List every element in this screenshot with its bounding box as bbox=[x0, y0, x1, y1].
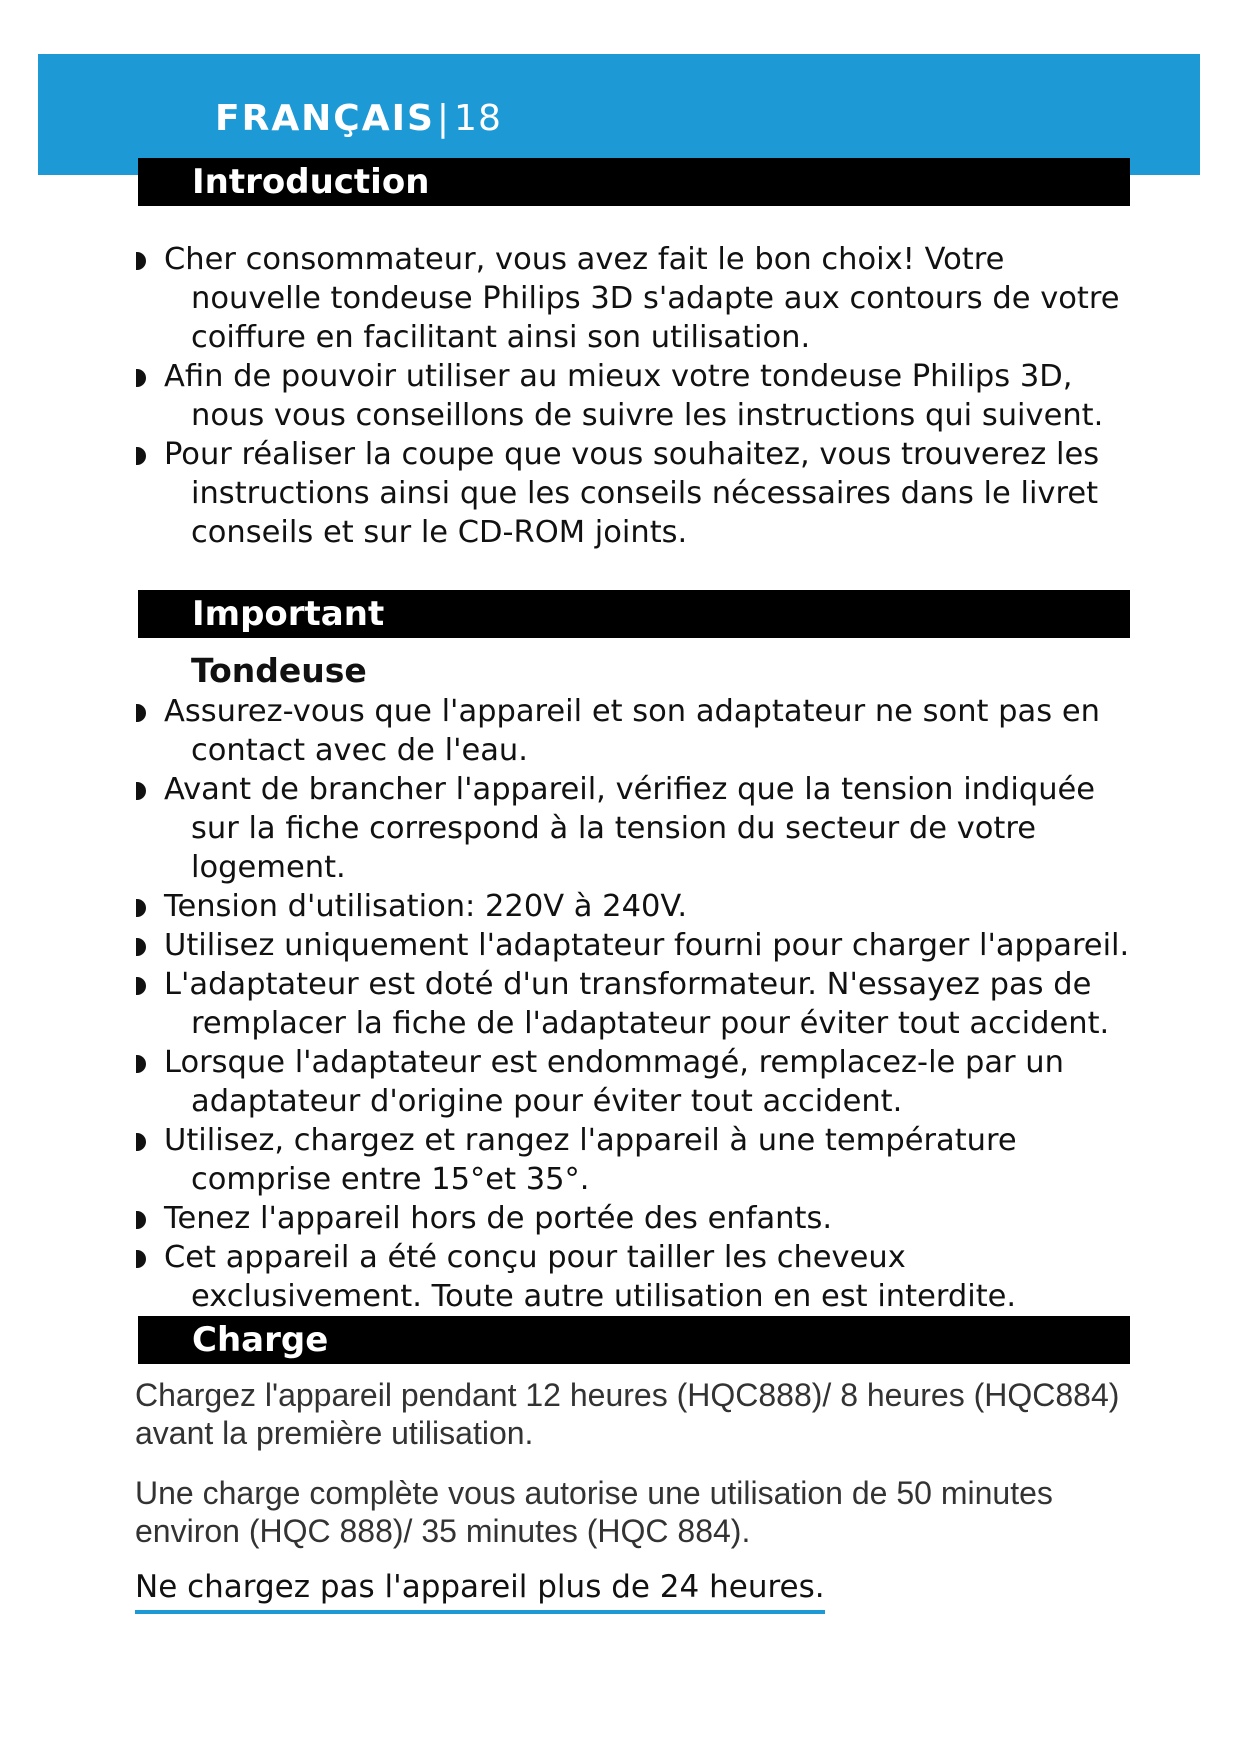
list-item: Assurez-vous que l'appareil et son adaptateur ne sont pas en contact avec de l'eau. bbox=[132, 692, 1142, 770]
header-band bbox=[38, 54, 1200, 175]
charge-warning: Ne chargez pas l'appareil plus de 24 heures. bbox=[135, 1568, 825, 1614]
section-title-introduction: Introduction bbox=[138, 158, 1130, 206]
bullet-icon bbox=[136, 447, 146, 465]
bullet-icon bbox=[136, 899, 146, 917]
list-item: Tenez l'appareil hors de portée des enfants. bbox=[132, 1199, 1142, 1238]
subheading-tondeuse: Tondeuse bbox=[191, 651, 367, 690]
bullet-icon bbox=[136, 782, 146, 800]
bullet-icon bbox=[136, 938, 146, 956]
section-title-important: Important bbox=[138, 590, 1130, 638]
language-label: FRANÇAIS bbox=[215, 98, 435, 139]
list-item: L'adaptateur est doté d'un transformateur. N'essayez pas de remplacer la fiche de l'adaptateur pour éviter tout accident. bbox=[132, 965, 1142, 1043]
list-item: Pour réaliser la coupe que vous souhaitez, vous trouverez les instructions ainsi que les conseils nécessaires dans le livret conseils et sur le CD-ROM joints. bbox=[132, 435, 1142, 552]
bullet-icon bbox=[136, 252, 146, 270]
bullet-icon bbox=[136, 1133, 146, 1151]
introduction-list bbox=[132, 240, 1142, 552]
list-item: Utilisez uniquement l'adaptateur fourni pour charger l'appareil. bbox=[132, 926, 1142, 965]
bullet-icon bbox=[136, 977, 146, 995]
list-item: Avant de brancher l'appareil, vérifiez que la tension indiquée sur la fiche correspond à la tension du secteur de votre logement. bbox=[132, 770, 1142, 887]
list-item: Cher consommateur, vous avez fait le bon choix! Votre nouvelle tondeuse Philips 3D s'adapte aux contours de votre coiffure en facilitant ainsi son utilisation. bbox=[132, 240, 1142, 357]
list-item: Afin de pouvoir utiliser au mieux votre tondeuse Philips 3D, nous vous conseillons de suivre les instructions qui suivent. bbox=[132, 357, 1142, 435]
page-header bbox=[215, 98, 502, 139]
charge-paragraph-2: Une charge complète vous autorise une utilisation de 50 minutes environ (HQC 888)/ 35 minutes (HQC 884). bbox=[135, 1475, 1053, 1549]
list-item: Tension d'utilisation: 220V à 240V. bbox=[132, 887, 1142, 926]
bullet-icon bbox=[136, 369, 146, 387]
bullet-icon bbox=[136, 1250, 146, 1268]
list-item: Cet appareil a été conçu pour tailler les cheveux exclusivement. Toute autre utilisation en est interdite. bbox=[132, 1238, 1142, 1316]
header-separator: | bbox=[436, 98, 452, 139]
section-title-charge: Charge bbox=[138, 1316, 1130, 1364]
page-number: 18 bbox=[454, 98, 502, 139]
bullet-icon bbox=[136, 704, 146, 722]
bullet-icon bbox=[136, 1211, 146, 1229]
bullet-icon bbox=[136, 1055, 146, 1073]
important-list bbox=[132, 692, 1142, 1316]
list-item: Lorsque l'adaptateur est endommagé, remplacez-le par un adaptateur d'origine pour éviter tout accident. bbox=[132, 1043, 1142, 1121]
list-item: Utilisez, chargez et rangez l'appareil à une température comprise entre 15°et 35°. bbox=[132, 1121, 1142, 1199]
charge-paragraph-1: Chargez l'appareil pendant 12 heures (HQC888)/ 8 heures (HQC884) avant la première utilisation. bbox=[135, 1377, 1120, 1451]
